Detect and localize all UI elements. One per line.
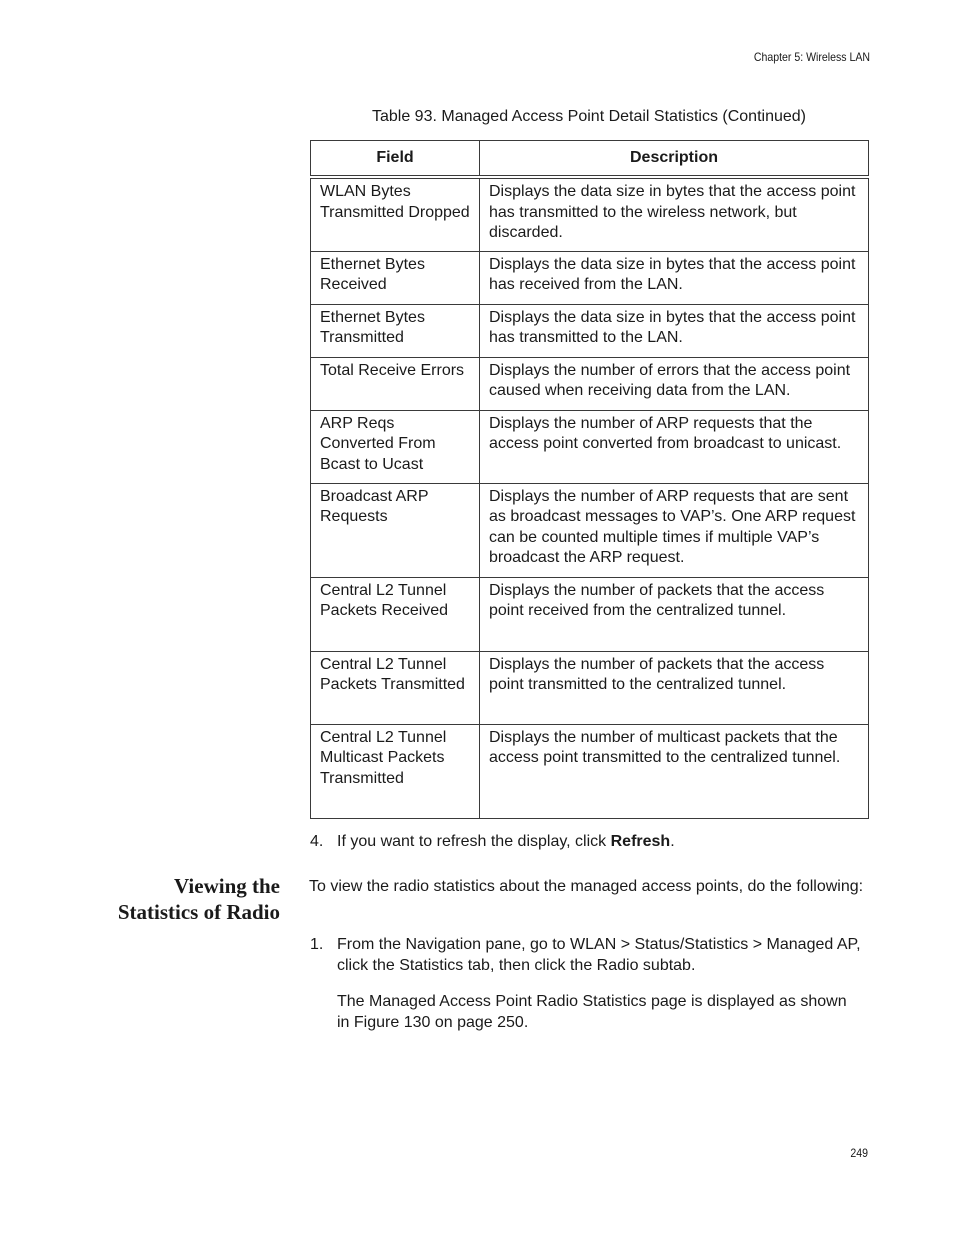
description-cell: Displays the number of packets that the access point transmitted to the centralized tunnel.: [480, 651, 869, 724]
step-text: From the Navigation pane, go to WLAN > Status/Statistics > Managed AP, click the Statistics tab, then click the Radio subtab.: [337, 936, 861, 974]
description-cell: Displays the data size in bytes that the access point has transmitted to the wireless network, but discarded.: [480, 177, 869, 251]
section-heading: [80, 873, 280, 925]
step-text-before: If you want to refresh the display, click: [337, 833, 611, 850]
table-header-row: [311, 141, 869, 178]
column-header-field: Field: [311, 141, 480, 178]
table-row: [311, 410, 869, 483]
step-text: [337, 832, 872, 853]
field-cell: Broadcast ARP Requests: [311, 483, 480, 577]
column-header-description: Description: [480, 141, 869, 178]
field-cell: Central L2 Tunnel Packets Transmitted: [311, 651, 480, 724]
chapter-header: Chapter 5: Wireless LAN: [753, 50, 870, 64]
description-cell: Displays the number of errors that the access point caused when receiving data from the LAN.: [480, 357, 869, 410]
section-intro: To view the radio statistics about the managed access points, do the following:: [309, 878, 864, 895]
field-cell: Ethernet Bytes Transmitted: [311, 304, 480, 357]
table-row: [311, 651, 869, 724]
table-row: [311, 304, 869, 357]
table-row: [311, 483, 869, 577]
field-cell: Ethernet Bytes Received: [311, 251, 480, 304]
table-row: [311, 177, 869, 251]
step-1-result: The Managed Access Point Radio Statistics page is displayed as shown in Figure 130 on page 250.: [337, 993, 847, 1031]
description-cell: Displays the data size in bytes that the access point has received from the LAN.: [480, 251, 869, 304]
page-number: 249: [850, 1146, 868, 1160]
table-row: [311, 577, 869, 651]
statistics-table: [310, 140, 869, 819]
description-cell: Displays the number of multicast packets that the access point transmitted to the centralized tunnel.: [480, 724, 869, 818]
table-row: [311, 251, 869, 304]
description-cell: Displays the number of ARP requests that the access point converted from broadcast to unicast.: [480, 410, 869, 483]
field-cell: WLAN Bytes Transmitted Dropped: [311, 177, 480, 251]
section-heading-line1: Viewing the: [174, 874, 280, 898]
field-cell: ARP Reqs Converted From Bcast to Ucast: [311, 410, 480, 483]
step-text-after: .: [670, 833, 675, 850]
table-row: [311, 357, 869, 410]
table-row: [311, 724, 869, 818]
description-cell: Displays the number of packets that the access point received from the centralized tunnel.: [480, 577, 869, 651]
refresh-keyword: Refresh: [610, 833, 671, 850]
field-cell: Central L2 Tunnel Multicast Packets Transmitted: [311, 724, 480, 818]
step-number: 1.: [310, 936, 324, 953]
field-cell: Central L2 Tunnel Packets Received: [311, 577, 480, 651]
field-cell: Total Receive Errors: [311, 357, 480, 410]
table-caption: Table 93. Managed Access Point Detail Statistics (Continued): [371, 108, 806, 125]
description-cell: Displays the number of ARP requests that are sent as broadcast messages to VAP’s. One ARP request can be counted multiple times if multiple VAP’s broadcast the ARP request.: [480, 483, 869, 577]
description-cell: Displays the data size in bytes that the access point has transmitted to the LAN.: [480, 304, 869, 357]
step-number: 4.: [310, 833, 324, 850]
section-heading-line2: Statistics of Radio: [117, 900, 280, 924]
